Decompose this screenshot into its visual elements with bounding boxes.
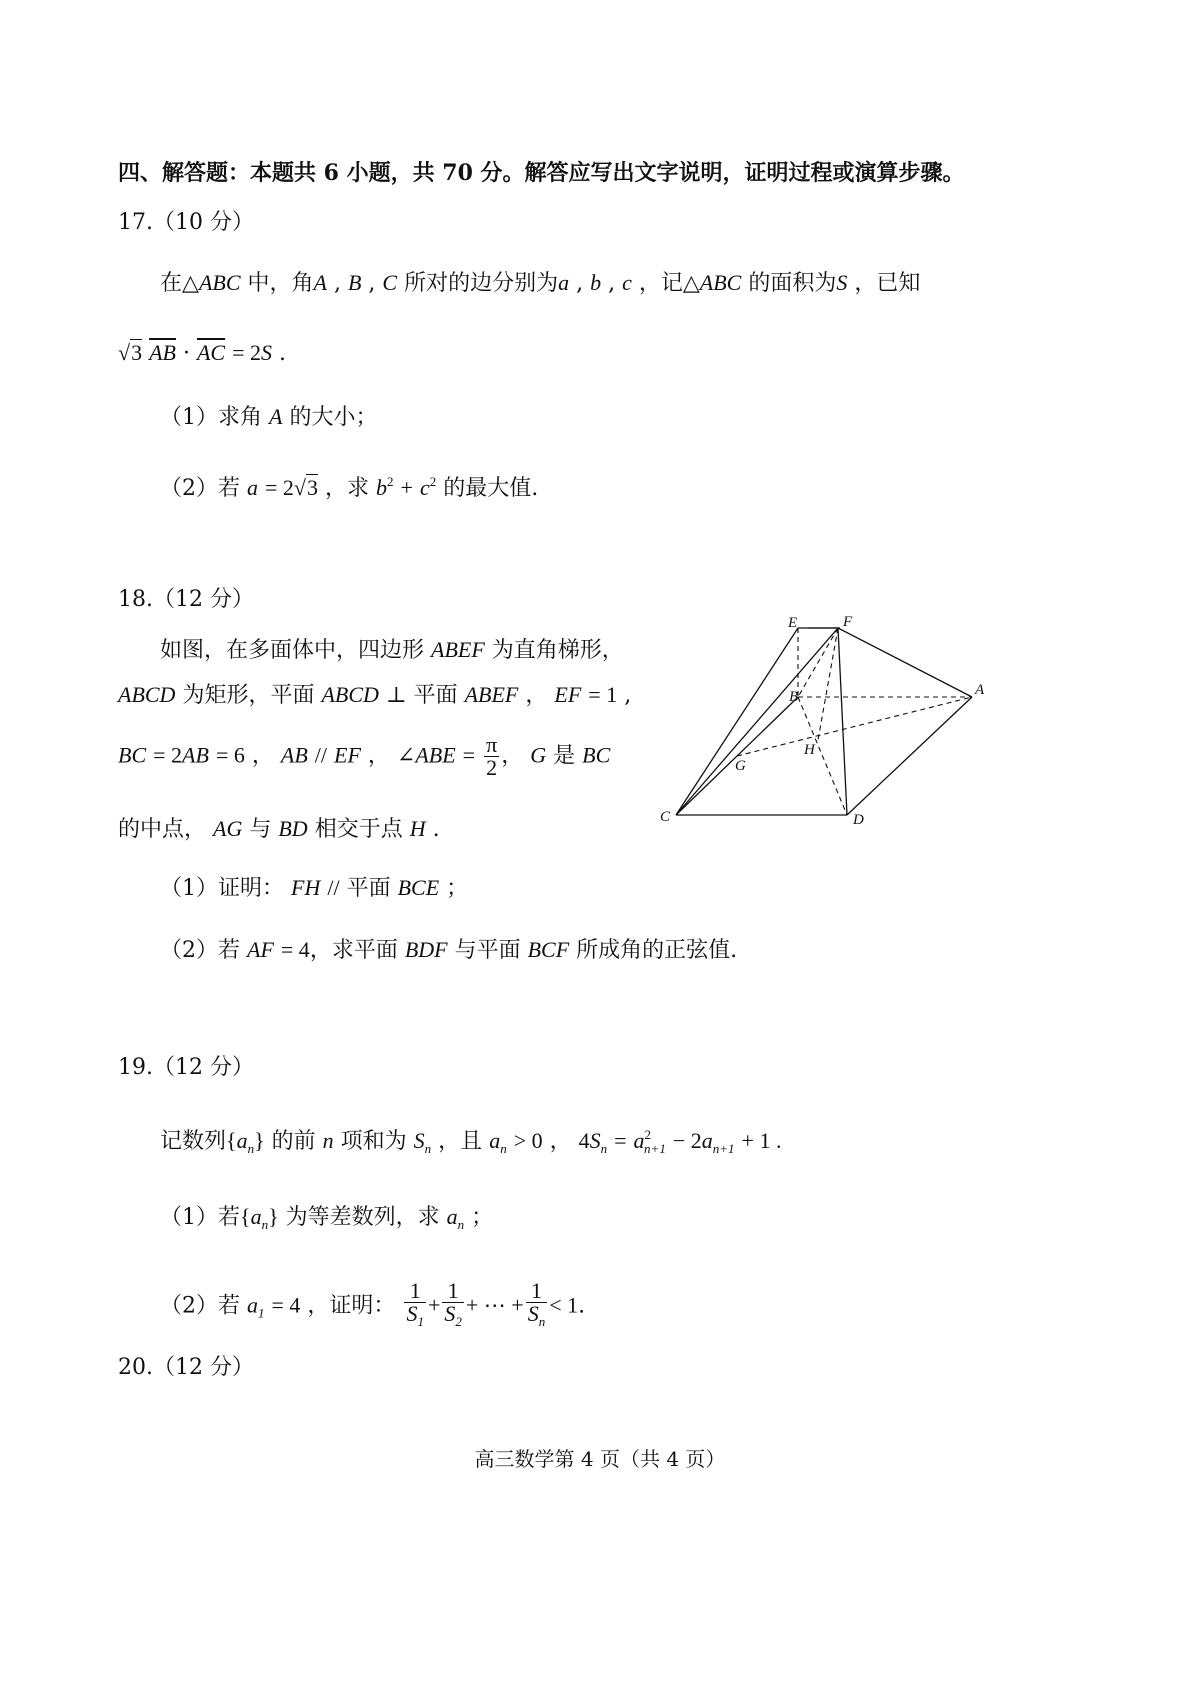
label-A: A [975, 682, 985, 698]
edge-FA [838, 628, 972, 697]
edge-FC [676, 628, 838, 815]
q20-number: 20.（12 分） [118, 1355, 254, 1380]
label-G: G [735, 758, 746, 774]
edge-FD [838, 628, 847, 815]
q19-line1: 记数列$\{a_n\}$ 的前 n 项和为 $S_n$ ，且 $a_n > 0$ ， $4S_n = a^2_{n+1} - 2a_{n+1} + 1$ . [160, 1127, 782, 1156]
label-B: B [789, 689, 799, 705]
q17-number: 17.（10 分） [118, 210, 254, 235]
q18-line1: 如图，在多面体中，四边形 ABEF 为直角梯形， [160, 637, 624, 663]
edge-FB [798, 628, 838, 697]
q17-part2: （2）若 a = 2√3 ，求 $b^2 + c^2$ 的最大值. [160, 474, 539, 501]
edge-GA [737, 697, 972, 756]
q19-part2: （2）若 $a_1 = 4$ ，证明： $\frac{1}{S_1}$ + $\frac{1}{S_2}$ + ⋯ + $\frac{1}{S_n}$ < 1. [160, 1280, 585, 1333]
q18-line3: BC = 2AB = 6 ， AB // EF ， ∠ABE = $\frac{\pi}{2}$ ， G 是 BC [118, 732, 611, 780]
q18-line2: ABCD 为矩形，平面 ABCD ⊥ 平面 ABEF ， EF = 1 , [118, 682, 632, 708]
edge-DA [847, 697, 972, 815]
q17-part1: （1）求角 A 的大小； [160, 404, 378, 430]
q18-part1: （1）证明： FH // 平面 BCE ； [160, 875, 469, 901]
edge-EC [676, 628, 798, 815]
q18-line4: 的中点， AG 与 BD 相交于点 H . [118, 816, 440, 842]
q18-number: 18.（12 分） [118, 587, 254, 612]
page-footer: 高三数学第 4 页（共 4 页） [474, 1447, 726, 1471]
label-C: C [660, 809, 671, 825]
label-D: D [853, 812, 864, 828]
q18-part2: （2）若 AF = 4，求平面 BDF 与平面 BCF 所成角的正弦值. [160, 937, 738, 963]
q17-intro: 在△ABC 中，角A , B , C 所对的边分别为a , b , c ，记△ABC 的面积为S ，已知 [160, 270, 921, 296]
polyhedron-figure [660, 614, 1000, 845]
label-F: F [843, 614, 853, 630]
label-E: E [788, 615, 798, 631]
q19-part1: （1）若$\{a_n\}$ 为等差数列，求 $a_n$ ； [160, 1204, 494, 1232]
q19-number: 19.（12 分） [118, 1055, 254, 1080]
label-H: H [804, 742, 815, 758]
q17-condition: √3 $\overline{AB} \cdot \overline{AC} = 2S$ . [118, 340, 286, 366]
section-heading: 四、解答题：本题共 6 小题，共 70 分。解答应写出文字说明，证明过程或演算步骤。 [118, 160, 965, 186]
